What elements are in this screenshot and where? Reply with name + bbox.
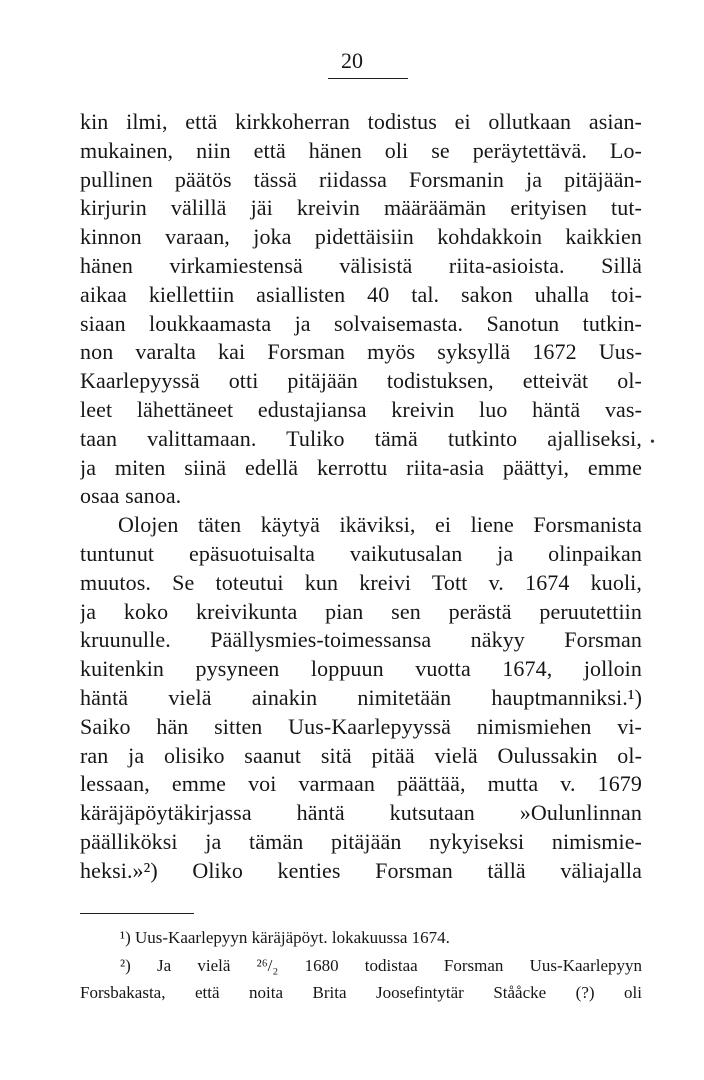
text-line: aikaa kiellettiin asiallisten 40 tal. sakon uhalla toi- — [80, 281, 642, 307]
text-line: ja koko kreivikunta pian sen perästä peruutettiin — [80, 598, 642, 624]
text-line: heksi.»²) Oliko kenties Forsman tällä väliajalla — [80, 857, 642, 883]
text-line: päälliköksi ja tämän pitäjään nykyiseksi nimismie- — [80, 828, 642, 854]
footnote-2-continuation: Forsbakasta, että noita Brita Joosefintytär Stååcke (?) oli — [80, 983, 642, 1002]
text-line: Kaarlepyyssä otti pitäjään todistuksen, etteivät ol- — [80, 368, 642, 394]
text-line: ja miten siinä edellä kerrottu riita-asia päättyi, emme — [80, 454, 642, 480]
text-line: kin ilmi, että kirkkoherran todistus ei ollutkaan asian- — [80, 109, 642, 134]
text-line: muutos. Se toteutui kun kreivi Tott v. 1674 kuoli, — [80, 569, 642, 595]
text-line: tuntunut epäsuotuisalta vaikutusalan ja olinpaikan — [80, 540, 642, 566]
footnote-1: ¹) Uus-Kaarlepyyn käräjäpöyt. lokakuussa 1674. — [120, 928, 450, 947]
text-line: siaan loukkaamasta ja solvaisemasta. Sanotun tutkin- — [80, 310, 642, 336]
text-line: kinnon varaan, joka pidettäisiin kohdakkoin kaikkien — [80, 224, 642, 250]
text-line: Saiko hän sitten Uus-Kaarlepyyssä nimismiehen vi- — [80, 713, 642, 739]
body-text — [80, 108, 642, 886]
text-line: kirjurin välillä jäi kreivin määräämän erityisen tut- — [80, 195, 642, 221]
paragraph-end-line: osaa sanoa. — [80, 483, 182, 509]
text-line: häntä vielä ainakin nimitetään hauptmanniksi.¹) — [80, 684, 642, 710]
text-line: leet lähettäneet edustajiansa kreivin luo häntä vas- — [80, 396, 642, 422]
text-line: käräjäpöytäkirjassa häntä kutsutaan »Oulunlinnan — [80, 800, 642, 826]
text-line: taan valittamaan. Tuliko tämä tutkinto ajalliseksi, — [80, 425, 642, 451]
text-line: pullinen päätös tässä riidassa Forsmanin ja pitäjään- — [80, 166, 642, 192]
text-line: kruunulle. Päällysmies-toimessansa näkyy Forsman — [80, 627, 642, 653]
margin-mark: • — [650, 435, 655, 450]
text-line: hänen virkamiestensä välisistä riita-asioista. Sillä — [80, 252, 642, 278]
footnotes — [80, 924, 642, 1007]
text-line: ran ja olisiko saanut sitä pitää vielä Oulussakin ol- — [80, 742, 642, 768]
paragraph-start-line: Olojen täten käytyä ikäviksi, ei liene Forsmanista — [118, 512, 642, 538]
header-rule — [328, 78, 408, 79]
text-line: mukainen, niin että hänen oli se peräytettävä. Lo- — [80, 137, 642, 163]
footnote-2: ²) Ja vielä ²⁶/₂ 1680 todistaa Forsman Uus-Kaarlepyyn — [120, 955, 642, 975]
text-line: lessaan, emme voi varmaan päättää, mutta v. 1679 — [80, 771, 642, 797]
footnote-rule — [80, 913, 194, 914]
text-line: kuitenkin pysyneen loppuun vuotta 1674, jolloin — [80, 656, 642, 682]
text-line: non varalta kai Forsman myös syksyllä 1672 Uus- — [80, 339, 642, 365]
page-number: 20 — [341, 48, 363, 73]
